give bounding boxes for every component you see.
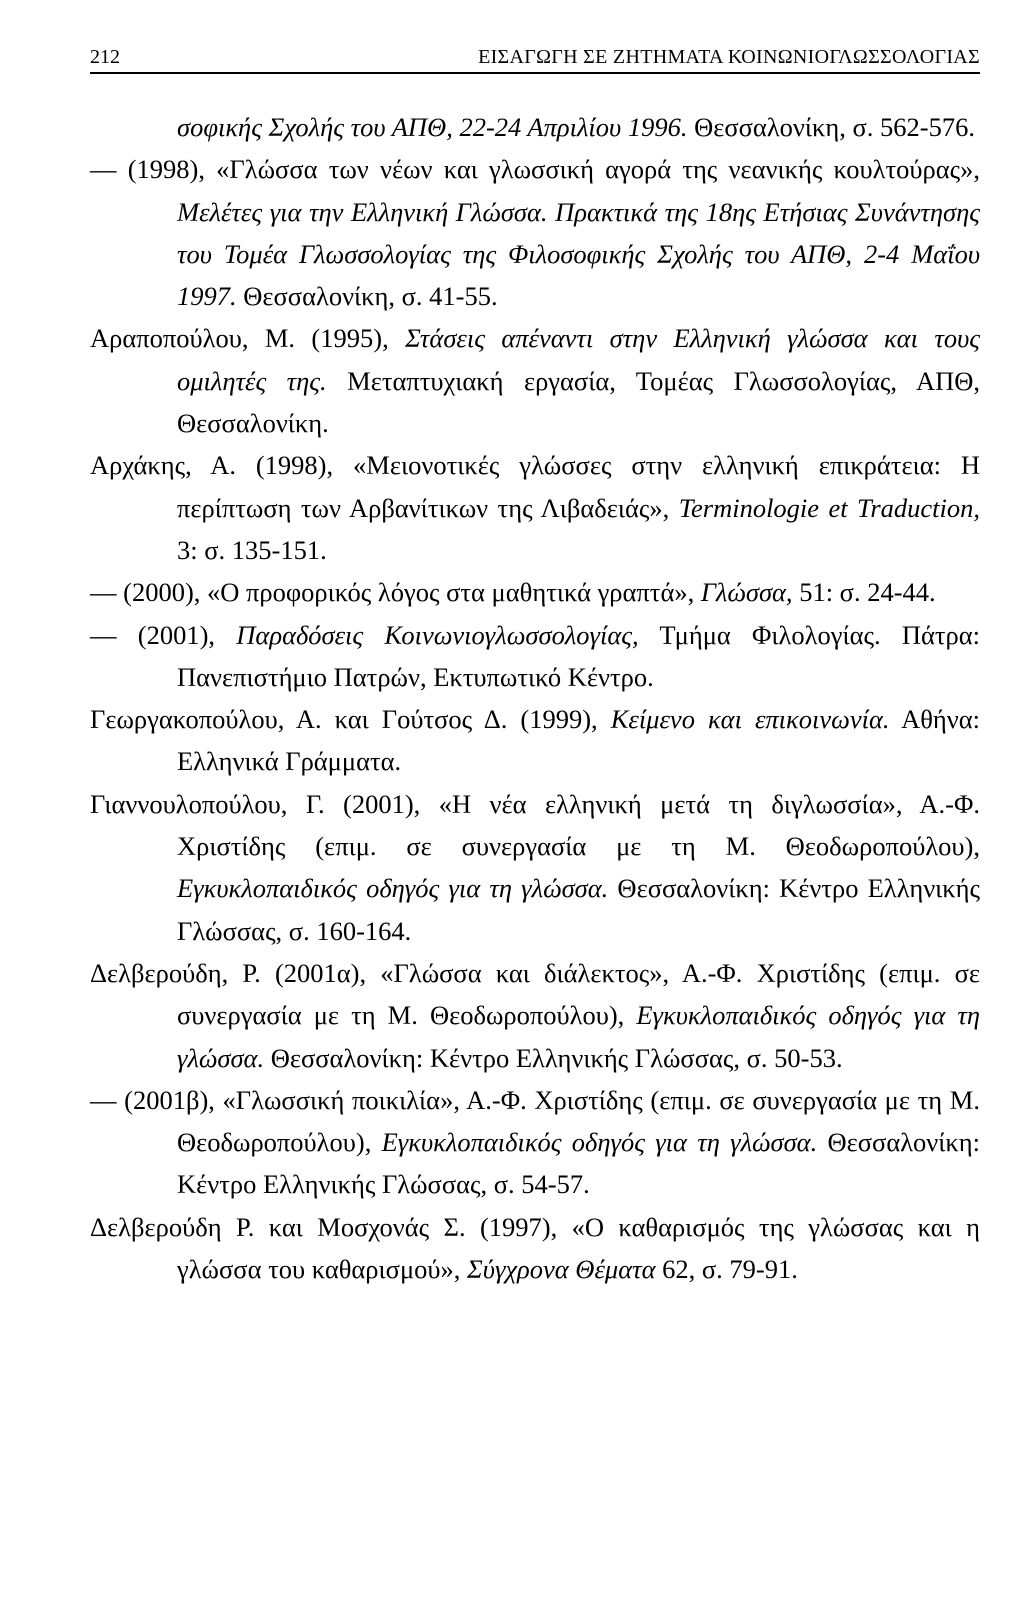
bib-entry bbox=[90, 698, 980, 783]
entry-text: 51: σ. 24-44. bbox=[792, 577, 936, 608]
entry-text: — (1998), «Γλώσσα των νέων και γλωσσική αγορά της νεανικής κουλτούρας», bbox=[90, 154, 980, 185]
entry-italic: Εγκυκλοπαιδικός οδηγός για τη γλώσσα. bbox=[381, 1127, 818, 1158]
bib-entry bbox=[90, 317, 980, 444]
entry-text: Θεσσαλονίκη, σ. 562-576. bbox=[687, 112, 975, 142]
entry-italic: Μελέτες για την Ελληνική Γλώσσα. Πρακτικά της 18ης Ετήσιας Συνάντησης του Τομέα Γλωσσολογίας της Φιλοσοφικής Σχολής του ΑΠΘ, 2-4 Μαΐου 1997. bbox=[177, 196, 980, 312]
entry-text: Θεσσαλονίκη, σ. 41-55. bbox=[236, 281, 498, 312]
entry-text: — (2000), «Ο προφορικός λόγος στα μαθητικά γραπτά», bbox=[90, 577, 701, 608]
entry-text: 62, σ. 79-91. bbox=[655, 1254, 798, 1285]
bib-entry bbox=[90, 783, 980, 952]
entry-text: Θεσσαλονίκη: Κέντρο Ελληνικής Γλώσσας, σ. 160-164. bbox=[177, 873, 981, 946]
entry-text: Γιαννουλοπούλου, Γ. (2001), «Η νέα ελληνική μετά τη διγλωσσία», Α.-Φ. Χριστίδης (επιμ. σε συνεργασία με τη Μ. Θεοδωροπούλου), bbox=[90, 788, 980, 862]
bibliography-list bbox=[90, 106, 980, 1290]
book-title: ΕΙΣΑΓΩΓΗ ΣΕ ΖΗΤΗΜΑΤΑ ΚΟΙΝΩΝΙΟΓΛΩΣΣΟΛΟΓΙΑΣ bbox=[478, 46, 980, 68]
entry-text: Τμήμα Φιλολογίας. Πάτρα: Πανεπιστήμιο Πατρών, Εκτυπωτικό Κέντρο. bbox=[177, 619, 980, 692]
entry-italic: σοφικής Σχολής του ΑΠΘ, 22-24 Απριλίου 1996. bbox=[177, 112, 688, 142]
entry-text: Δελβερούδη Ρ. και Μοσχονάς Σ. (1997), «Ο καθαρισμός της γλώσσας και η γλώσσα του καθαρισμού», bbox=[90, 1211, 980, 1285]
entry-italic: Εγκυκλοπαιδικός οδηγός για τη γλώσσα. bbox=[177, 1000, 980, 1073]
bib-entry bbox=[90, 444, 980, 571]
entry-italic: Παραδόσεις Κοινωνιογλωσσολογίας, bbox=[236, 619, 639, 650]
entry-text: Γεωργακοπούλου, Α. και Γούτσος Δ. (1999), bbox=[90, 704, 611, 735]
entry-italic: Γλώσσα, bbox=[700, 577, 793, 608]
entry-italic: Terminologie et Traduction, bbox=[678, 492, 981, 523]
bib-entry bbox=[90, 1206, 980, 1291]
entry-text: — (2001), bbox=[90, 619, 237, 650]
running-head bbox=[90, 44, 980, 74]
entry-italic: Εγκυκλοπαιδικός οδηγός για τη γλώσσα. bbox=[177, 873, 609, 904]
bib-entry bbox=[90, 571, 980, 613]
bib-entry-continuation bbox=[90, 106, 980, 148]
entry-text: Θεσσαλονίκη: Κέντρο Ελληνικής Γλώσσας, σ. 54-57. bbox=[177, 1127, 980, 1200]
entry-text: — (2001β), «Γλωσσική ποικιλία», Α.-Φ. Χριστίδης (επιμ. σε συνεργασία με τη Μ. Θεοδωροπούλου), bbox=[90, 1084, 980, 1158]
bib-entry bbox=[90, 614, 980, 699]
entry-text: Θεσσαλονίκη: Κέντρο Ελληνικής Γλώσσας, σ. 50-53. bbox=[264, 1042, 843, 1073]
entry-italic: Σύγχρονα Θέματα bbox=[467, 1254, 656, 1285]
entry-text: Αθήνα: Ελληνικά Γράμματα. bbox=[177, 704, 980, 777]
page-number: 212 bbox=[90, 46, 120, 68]
entry-text: Δελβερούδη, Ρ. (2001α), «Γλώσσα και διάλεκτος», Α.-Φ. Χριστίδης (επιμ. σε συνεργασία με τη Μ. Θεοδωροπούλου), bbox=[90, 957, 980, 1031]
entry-italic: Στάσεις απέναντι στην Ελληνική γλώσσα και τους ομιλητές της. bbox=[177, 323, 980, 396]
bib-entry bbox=[90, 952, 980, 1079]
bib-entry bbox=[90, 1079, 980, 1206]
bib-entry bbox=[90, 148, 980, 317]
entry-text: Αραποπούλου, Μ. (1995), bbox=[90, 323, 406, 354]
entry-text: Αρχάκης, Α. (1998), «Μειονοτικές γλώσσες στην ελληνική επικράτεια: Η περίπτωση των Αρβανίτικων της Λιβαδειάς», bbox=[90, 450, 980, 523]
entry-italic: Κείμενο και επικοινωνία. bbox=[610, 704, 890, 735]
entry-text: 3: σ. 135-151. bbox=[177, 534, 327, 565]
entry-text: Μεταπτυχιακή εργασία, Τομέας Γλωσσολογίας, ΑΠΘ, Θεσσαλονίκη. bbox=[177, 365, 980, 439]
